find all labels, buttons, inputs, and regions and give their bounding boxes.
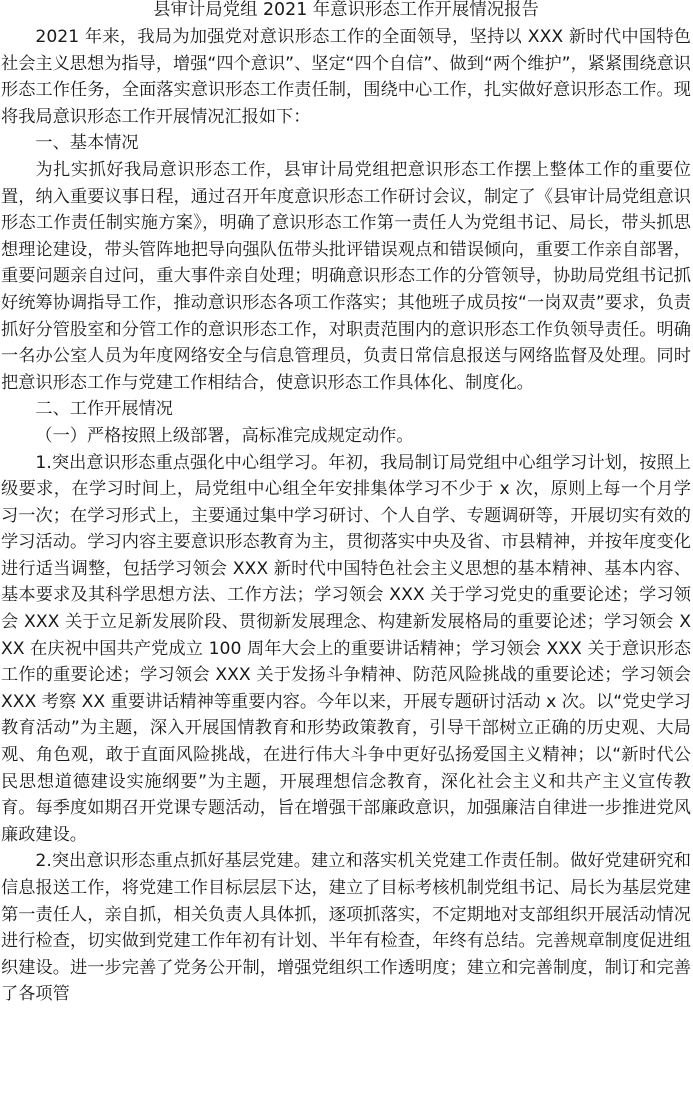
item-1-paragraph: 1.突出意识形态重点强化中心组学习。年初，我局制订局党组中心组学习计划，按照上级要求，在学习时间上，局党组中心组全年安排集体学习不少于 x 次，原则上每一个月学习一次；在学习形式上，主要通过集中学习研讨、个人自学、专题调研等，开展切实有效的学习活动。学习内容主要意识形态教育为主，贯彻落实中央及省、市县精神，并按年度变化进行适当调整，包括学习领会 XXX 新时代中国特色社会主义思想的基本精神、基本内容、基本要求及其科学思想方法、工作方法；学习领会 XXX 关于学习党史的重要论述；学习领会 XXX 关于立足新发展阶段、贯彻新发展理念、构建新发展格局的重要论述；学习领会 XXX 在庆祝中国共产党成立 100 周年大会上的重要讲话精神；学习领会 XXX 关于意识形态工作的重要论述；学习领会 XXX 关于发扬斗争精神、防范风险挑战的重要论述；学习领会 XXX 考察 XX 重要讲话精神等重要内容。今年以来，开展专题研讨活动 x 次。以“党史学习教育活动”为主题，深入开展国情教育和形势政策教育，引导干部树立正确的历史观、大局观、角色观，敢于直面风险挑战，在进行伟大斗争中更好弘扬爱国主义精神；以“新时代公民思想道德建设实施纲要”为主题，开展理想信念教育，深化社会主义和共产主义宣传教育。每季度如期召开党课专题活动，旨在增强干部廉政意识，加强廉洁自律进一步推进党风廉政建设。 bbox=[1, 452, 691, 845]
section-2-heading: 二、工作开展情况 bbox=[35, 399, 173, 420]
intro-paragraph: 2021 年来，我局为加强党对意识形态工作的全面领导，坚持以 XXX 新时代中国特色社会主义思想为指导，增强“四个意识”、坚定“四个自信”、做到“两个维护”，紧紧围绕意识形态工作任务，全面落实意识形态工作责任制，围绕中心工作，扎实做好意识形态工作。现将我局意识形态工作开展情况汇报如下： bbox=[1, 27, 691, 127]
section-1-heading: 一、基本情况 bbox=[35, 133, 139, 154]
document-title: 县审计局党组 2021 年意识形态工作开展情况报告 bbox=[153, 0, 539, 20]
section-1-paragraph: 为扎实抓好我局意识形态工作，县审计局党组把意识形态工作摆上整体工作的重要位置，纳入重要议事日程，通过召开年度意识形态工作研讨会议，制定了《县审计局党组意识形态工作责任制实施方案》，明确了意识形态工作第一责任人为党组书记、局长，带头抓思想理论建设，带头管阵地把导向强队伍带头批评错误观点和错误倾向，重要工作亲自部署，重要问题亲自过问，重大事件亲自处理；明确意识形态工作的分管领导，协助局党组书记抓好统筹协调指导工作，推动意识形态各项工作落实；其他班子成员按“一岗双责”要求，负责抓好分管股室和分管工作的意识形态工作，对职责范围内的意识形态工作负领导责任。明确一名办公室人员为年度网络安全与信息管理员，负责日常信息报送与网络监督及处理。同时把意识形态工作与党建工作相结合，使意识形态工作具体化、制度化。 bbox=[1, 159, 691, 393]
item-2-paragraph: 2.突出意识形态重点抓好基层党建。建立和落实机关党建工作责任制。做好党建研究和信息报送工作，将党建工作目标层层下达，建立了目标考核机制党组书记、局长为基层党建第一责任人，亲自抓，相关负责人具体抓，逐项抓落实，不定期地对支部组织开展活动情况进行检查，切实做到党建工作年初有计划、半年有检查，年终有总结。完善规章制度促进组织建设。进一步完善了党务公开制，增强党组织工作透明度；建立和完善制度，制订和完善了各项管 bbox=[1, 851, 691, 1005]
subsection-1-heading: （一）严格按照上级部署，高标准完成规定动作。 bbox=[35, 425, 414, 446]
